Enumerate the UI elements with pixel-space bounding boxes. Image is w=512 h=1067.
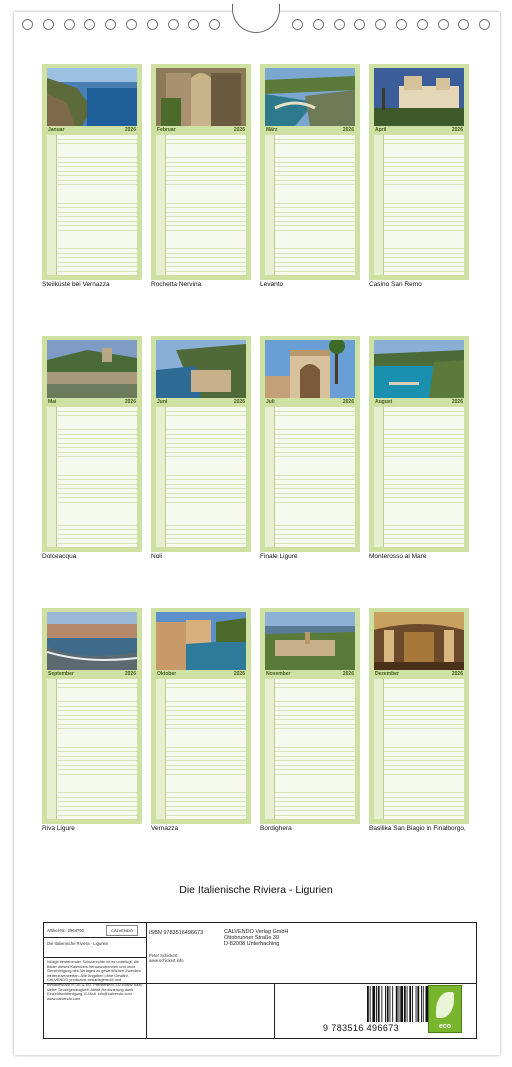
day-grid — [374, 135, 464, 275]
month-name: Juni — [157, 399, 168, 405]
month-photo — [265, 68, 355, 126]
month-year: 2026 — [451, 399, 463, 405]
month-header — [265, 671, 355, 678]
month-photo — [47, 340, 137, 398]
month-name: April — [375, 127, 387, 133]
isbn: ISBN 9783516496673 — [149, 930, 204, 936]
month-year: 2026 — [233, 671, 245, 677]
calvendo-logo: CALVENDO — [106, 925, 138, 936]
month-caption: Bordighera — [260, 825, 292, 832]
binding-hole — [64, 19, 75, 30]
month-header — [47, 127, 137, 134]
month-caption: Levanto — [260, 281, 284, 288]
binding-hole — [375, 19, 386, 30]
barcode-digits: 9 783516 496673 — [323, 1023, 400, 1033]
author-website: www.schickert.info — [149, 958, 184, 963]
month-header — [374, 127, 464, 134]
month-year: 2026 — [342, 671, 354, 677]
binding-hole — [292, 19, 303, 30]
day-grid — [156, 135, 246, 275]
day-grid — [47, 135, 137, 275]
month-caption: Casino San Remo — [369, 281, 422, 288]
day-grid — [47, 679, 137, 819]
binding-hole — [209, 19, 220, 30]
month-card — [369, 608, 469, 824]
month-name: Dezember — [375, 671, 399, 677]
month-name: Oktober — [157, 671, 177, 677]
month-card — [260, 64, 360, 280]
month-card — [42, 608, 142, 824]
month-caption: Basilika San Biagio in Finalborgo, — [369, 825, 466, 832]
binding-hole — [105, 19, 116, 30]
day-grid — [156, 407, 246, 547]
binding-hole — [22, 19, 33, 30]
month-year: 2026 — [342, 127, 354, 133]
month-name: Januar — [48, 127, 65, 133]
month-card — [260, 608, 360, 824]
eco-badge — [428, 985, 462, 1033]
binding-hole — [354, 19, 365, 30]
day-grid — [374, 407, 464, 547]
day-grid — [374, 679, 464, 819]
month-caption: Vernazza — [151, 825, 179, 832]
month-header — [265, 399, 355, 406]
leaf-icon — [436, 992, 454, 1018]
binding-hole — [438, 19, 449, 30]
footer-isbn-column — [146, 923, 204, 1038]
day-grid — [265, 135, 355, 275]
month-photo — [47, 68, 137, 126]
month-photo — [374, 612, 464, 670]
binding-hole — [188, 19, 199, 30]
month-name: Februar — [157, 127, 176, 133]
month-header — [47, 399, 137, 406]
month-card — [151, 608, 251, 824]
legal-notice: Infolge bestehender Schutzrechte ist es unbefugt, die Bilder dieses Kalenders herauszutrennen und ohne Genehmigung des Verlages zu gewerblichen Zwecken weiterzuverwerten. Alle Angaben ohne Gewähr. CALVENDO produziert bedarfsgerecht und klimabewusst in DE & EU. Preisfehler/CO2-Bilanz dazu siehe: Druckgenauigkeit. Abfall-Reduzierung dank Einzeldruckfertigung. E-Mail: info@calvendo.com · www.calvendo.com — [47, 959, 143, 1001]
footer-left-column — [44, 923, 147, 1038]
month-card — [151, 64, 251, 280]
month-name: März — [266, 127, 278, 133]
month-year: 2026 — [124, 399, 136, 405]
publisher-street: Ottobrunner Straße 39 — [224, 935, 280, 942]
month-card — [260, 336, 360, 552]
binding-hole — [458, 19, 469, 30]
article-number: Artikel-Nr.: 2964790 — [47, 928, 85, 933]
author-name: Peter Schickert — [149, 953, 178, 958]
month-caption: Rochetta Nervina — [151, 281, 202, 288]
day-grid — [156, 679, 246, 819]
month-header — [156, 127, 246, 134]
month-caption: Riva Ligure — [42, 825, 75, 832]
day-grid — [47, 407, 137, 547]
binding-hole — [126, 19, 137, 30]
binding-hole — [334, 19, 345, 30]
binding-hole — [479, 19, 490, 30]
month-caption: Dolceacqua — [42, 553, 77, 560]
month-year: 2026 — [451, 127, 463, 133]
month-caption: Finale Ligure — [260, 553, 298, 560]
month-card — [42, 64, 142, 280]
month-photo — [374, 340, 464, 398]
binding-hole — [84, 19, 95, 30]
product-title-small: Die Italienische Riviera - Ligurien — [47, 941, 109, 946]
binding-hole — [147, 19, 158, 30]
eco-label: eco — [438, 1023, 452, 1030]
month-year: 2026 — [451, 671, 463, 677]
binding-hole — [417, 19, 428, 30]
binding-hole — [313, 19, 324, 30]
month-header — [156, 399, 246, 406]
month-name: Mai — [48, 399, 57, 405]
month-name: Juli — [266, 399, 275, 405]
month-name: September — [48, 671, 74, 677]
month-year: 2026 — [124, 671, 136, 677]
month-card — [369, 64, 469, 280]
month-caption: Steilküste bei Vernazza — [42, 281, 110, 288]
publisher-address — [224, 929, 288, 948]
month-photo — [265, 340, 355, 398]
month-year: 2026 — [124, 127, 136, 133]
binding-hole — [168, 19, 179, 30]
month-card — [369, 336, 469, 552]
month-year: 2026 — [342, 399, 354, 405]
month-name: August — [375, 399, 393, 405]
month-header — [374, 671, 464, 678]
product-info-box — [43, 922, 477, 1039]
month-caption: Monterosso al Mare — [369, 553, 427, 560]
month-photo — [265, 612, 355, 670]
month-caption: Noli — [151, 553, 163, 560]
month-photo — [374, 68, 464, 126]
month-header — [374, 399, 464, 406]
month-header — [47, 671, 137, 678]
calendar-title: Die Italienische Riviera - Ligurien — [179, 884, 333, 896]
month-photo — [156, 68, 246, 126]
publisher-name: CALVENDO Verlag GmbH — [224, 929, 289, 935]
month-card — [42, 336, 142, 552]
month-year: 2026 — [233, 399, 245, 405]
publisher-city: D-82008 Unterhaching — [224, 941, 280, 948]
month-header — [265, 127, 355, 134]
binding-hole — [43, 19, 54, 30]
month-photo — [156, 612, 246, 670]
month-card — [151, 336, 251, 552]
day-grid — [265, 407, 355, 547]
month-photo — [47, 612, 137, 670]
binding-hole — [396, 19, 407, 30]
month-year: 2026 — [233, 127, 245, 133]
day-grid — [265, 679, 355, 819]
month-name: November — [266, 671, 291, 677]
month-header — [156, 671, 246, 678]
month-photo — [156, 340, 246, 398]
